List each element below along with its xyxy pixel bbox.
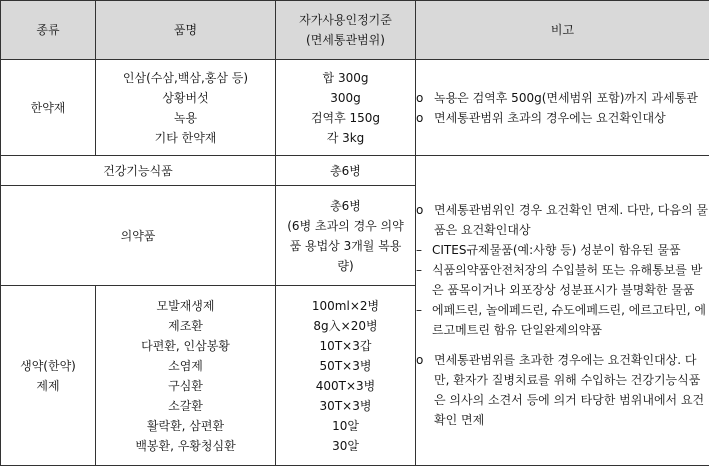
- raw-herbal-limit: 400T×3병: [315, 378, 376, 393]
- raw-herbal-item: 모발재생제: [156, 298, 215, 313]
- remark-sub-text: CITES규제물품(예:사향 등) 성분이 함유된 물품: [432, 242, 681, 257]
- spacer: [416, 340, 709, 350]
- herbal-item: 녹용: [173, 110, 198, 125]
- herbal-limit: 각 3kg: [326, 130, 365, 145]
- medicine-item: 의약품: [1, 186, 276, 286]
- raw-herbal-item: 제조환: [168, 318, 203, 333]
- raw-herbal-limit: 8g入×20병: [313, 318, 378, 333]
- raw-herbal-item: 백봉환, 우황청심환: [135, 438, 236, 453]
- remark-sub-item: [416, 300, 709, 340]
- raw-herbal-item: 다편환, 인삼봉황: [141, 338, 230, 353]
- header-standard: [276, 1, 416, 60]
- raw-herbal-limit: 10알: [332, 418, 359, 433]
- raw-herbal-type-line1: 생약(한약): [20, 358, 76, 373]
- remark-sub-text: 에페드린, 놀에페드린, 슈도에페드린, 에르고타민, 에르고메트린 함유 단일완제의약품: [432, 302, 706, 337]
- remark-text: 면세통관범위인 경우 요건확인 면제. 다만, 다음의 물품은 요건확인대상: [434, 202, 708, 237]
- dash-mark: –: [416, 302, 422, 317]
- herbal-item: 상황버섯: [162, 90, 209, 105]
- remark-text: 면세통관범위 초과의 경우에는 요건확인대상: [434, 110, 666, 125]
- remark-item: [416, 350, 709, 430]
- medicine-limit-main: 총6병: [330, 198, 361, 213]
- header-remarks: 비고: [416, 1, 709, 60]
- header-standard-line2: (면세통관범위): [306, 33, 385, 47]
- herbal-item: 기타 한약재: [154, 130, 217, 145]
- remark-sub-item: [416, 260, 709, 300]
- raw-herbal-limit: 30알: [332, 438, 359, 453]
- medicine-limit-detail: (6병 초과의 경우 의약품 용법상 3개월 복용량): [287, 218, 404, 273]
- raw-herbal-limit: 30T×3병: [319, 398, 372, 413]
- bullet-mark: o: [416, 352, 424, 367]
- herbal-type: 한약재: [1, 60, 96, 156]
- herbal-limit: 검역후 150g: [310, 110, 381, 125]
- remark-item: [416, 88, 709, 108]
- header-item: 품명: [96, 1, 276, 60]
- shared-remarks: [416, 156, 709, 466]
- remark-item: [416, 108, 709, 128]
- herbal-item: 인삼(수삼,백삼,홍삼 등): [122, 70, 249, 85]
- raw-herbal-item: 구심환: [168, 378, 203, 393]
- herbal-items: [96, 60, 276, 156]
- raw-herbal-items: [96, 286, 276, 466]
- raw-herbal-limit: 100ml×2병: [311, 298, 380, 313]
- remark-item: [416, 200, 709, 240]
- raw-herbal-type: [1, 286, 96, 466]
- header-standard-line1: 자가사용인정기준: [299, 13, 392, 27]
- bullet-mark: o: [416, 202, 424, 217]
- header-row: [1, 1, 709, 60]
- health-food-item: 건강기능식품: [1, 156, 276, 186]
- header-type: 종류: [1, 1, 96, 60]
- row-health-food: [1, 156, 709, 186]
- raw-herbal-item: 소염제: [168, 358, 203, 373]
- medicine-limit: [276, 186, 416, 286]
- raw-herbal-item: 활락환, 삼편환: [146, 418, 225, 433]
- remark-sub-item: [416, 240, 709, 260]
- remark-sub-text: 식품의약품안전처장의 수입불허 또는 유해통보를 받은 품목이거나 외포장상 성분표시가 불명확한 물품: [432, 262, 703, 297]
- bullet-mark: o: [416, 110, 424, 125]
- remark-text: 녹용은 검역후 500g(면세범위 포함)까지 과세통관: [434, 90, 698, 105]
- health-food-limit: 총6병: [276, 156, 416, 186]
- remark-text: 면세통관범위를 초과한 경우에는 요건확인대상. 다만, 환자가 질병치료를 위해 수입하는 건강기능식품은 의사의 소견서 등에 의거 타당한 범위내에서 요건확인 면제: [434, 352, 705, 427]
- herbal-remarks: [416, 60, 709, 156]
- herbal-limit: 합 300g: [322, 70, 369, 85]
- raw-herbal-type-line2: 제제: [36, 378, 60, 393]
- raw-herbal-limits: [276, 286, 416, 466]
- row-herbal: [1, 60, 709, 156]
- herbal-limits: [276, 60, 416, 156]
- herbal-limit: 300g: [330, 90, 361, 105]
- bullet-mark: o: [416, 90, 424, 105]
- raw-herbal-item: 소갈환: [168, 398, 203, 413]
- dash-mark: –: [416, 262, 422, 277]
- raw-herbal-limit: 50T×3병: [319, 358, 372, 373]
- dash-mark: –: [416, 242, 422, 257]
- raw-herbal-limit: 10T×3갑: [319, 338, 372, 353]
